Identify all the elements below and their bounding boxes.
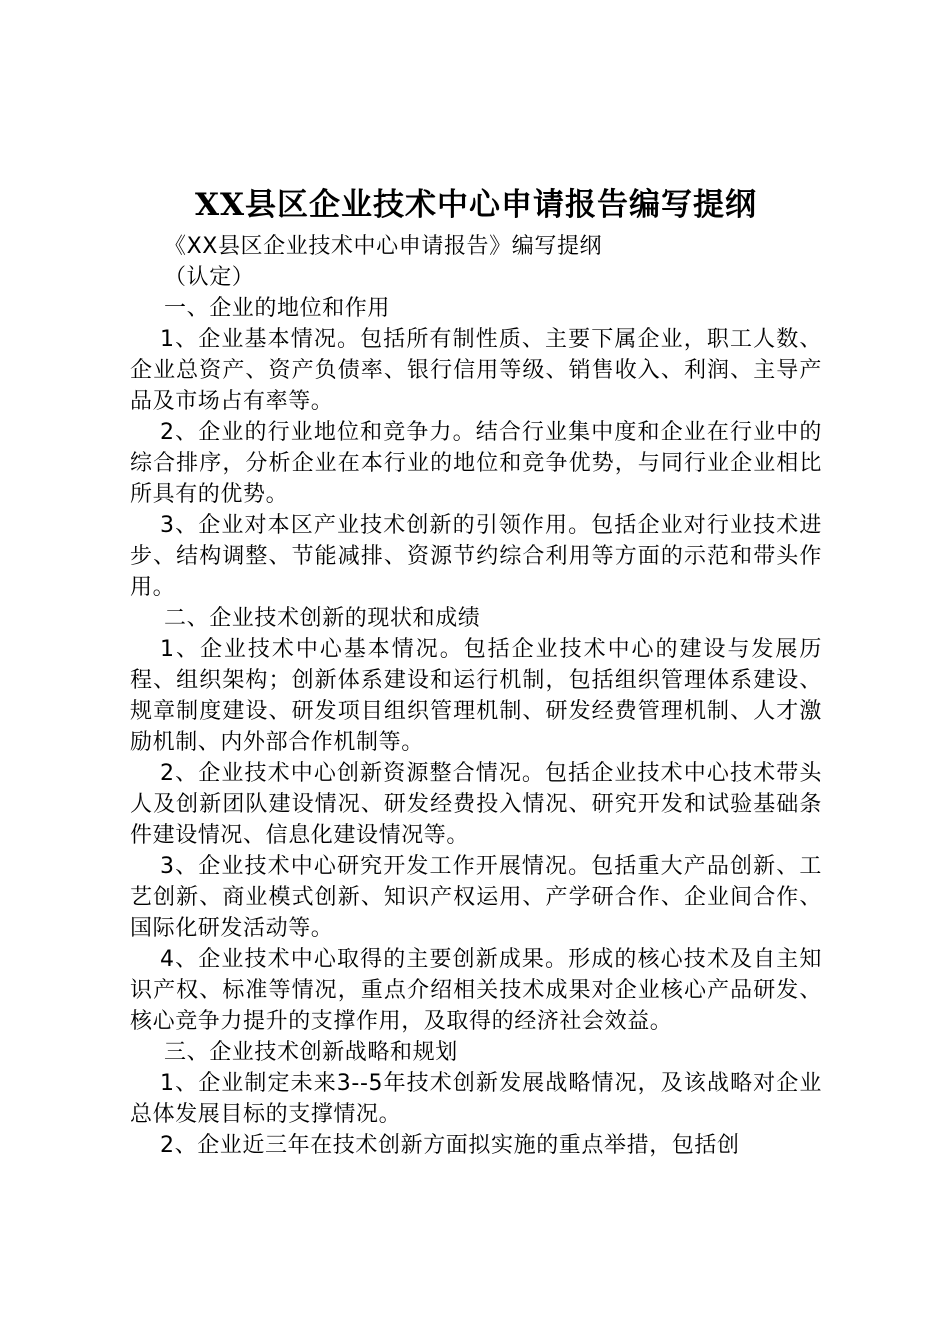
section-3-item-1: 1、企业制定未来3--5年技术创新发展战略情况，及该战略对企业总体发展目标的支撑情况。 [130,1071,822,1127]
section-3-item-2: 2、企业近三年在技术创新方面拟实施的重点举措，包括创 [160,1133,740,1158]
document-subtitle: 《XX县区企业技术中心申请报告》编写提纲 [164,234,603,259]
section-1-heading: 一、企业的地位和作用 [164,296,391,321]
section-1-item-1: 1、企业基本情况。包括所有制性质、主要下属企业，职工人数、企业总资产、资产负债率、银行信用等级、销售收入、利润、主导产品及市场占有率等。 [130,327,822,414]
section-2-item-3: 3、企业技术中心研究开发工作开展情况。包括重大产品创新、工艺创新、商业模式创新、知识产权运用、产学研合作、企业间合作、国际化研发活动等。 [130,854,822,941]
section-2-item-2: 2、企业技术中心创新资源整合情况。包括企业技术中心技术带头人及创新团队建设情况、研发经费投入情况、研究开发和试验基础条件建设情况、信息化建设情况等。 [130,761,822,848]
section-2-item-4: 4、企业技术中心取得的主要创新成果。形成的核心技术及自主知识产权、标准等情况，重点介绍相关技术成果对企业核心产品研发、核心竞争力提升的支撑作用，及取得的经济社会效益。 [130,947,822,1034]
section-3-heading: 三、企业技术创新战略和规划 [164,1040,458,1065]
section-2-heading: 二、企业技术创新的现状和成绩 [164,606,481,631]
document-title: XX县区企业技术中心申请报告编写提纲 [194,187,758,223]
section-1-item-2: 2、企业的行业地位和竞争力。结合行业集中度和企业在行业中的综合排序，分析企业在本行业的地位和竞争优势，与同行业企业相比所具有的优势。 [130,420,822,507]
section-2-item-1: 1、企业技术中心基本情况。包括企业技术中心的建设与发展历程、组织架构；创新体系建设和运行机制，包括组织管理体系建设、规章制度建设、研发项目组织管理机制、研发经费管理机制、人才激励机制、内外部合作机制等。 [130,637,822,755]
section-1-item-3: 3、企业对本区产业技术创新的引领作用。包括企业对行业技术进步、结构调整、节能减排、资源节约综合利用等方面的示范和带头作用。 [130,513,822,600]
document-note: （认定） [164,265,255,290]
document-page [130,183,822,1161]
